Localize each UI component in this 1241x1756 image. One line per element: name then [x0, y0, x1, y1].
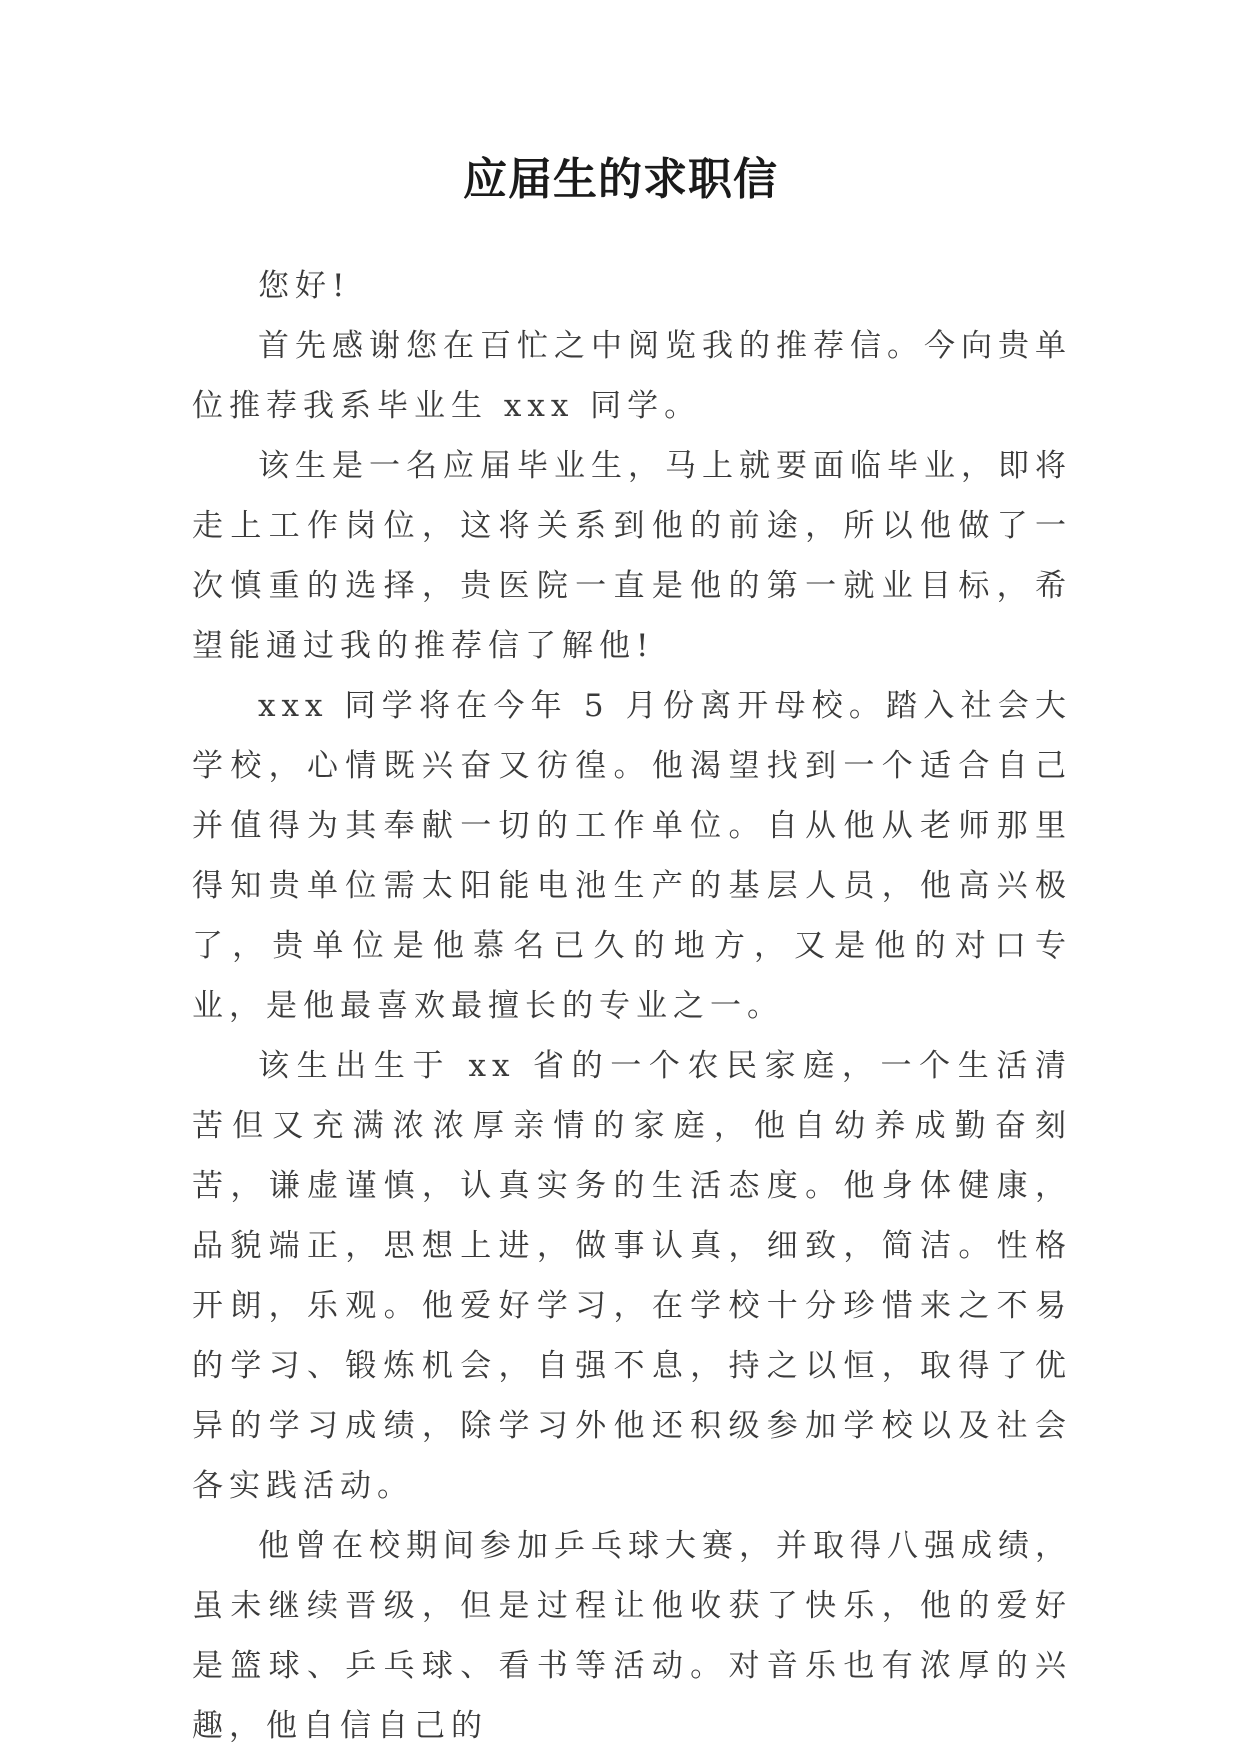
paragraph-intro: 首先感谢您在百忙之中阅览我的推荐信。今向贵单位推荐我系毕业生 xxx 同学。: [192, 328, 1072, 424]
page-title: 应届生的求职信: [463, 154, 778, 205]
paragraph-activities: 他曾在校期间参加乒乓球大赛，并取得八强成绩，虽未继续晋级，但是过程让他收获了快乐，他的爱好是篮球、乒乓球、看书等活动。对音乐也有浓厚的兴趣，他自信自己的: [192, 1528, 1072, 1744]
paragraph-greeting: 您好!: [258, 268, 351, 304]
paragraph-graduation: xxx 同学将在今年 5 月份离开母校。踏入社会大学校，心情既兴奋又彷徨。他渴望找到一个适合自己并值得为其奉献一切的工作单位。自从他从老师那里得知贵单位需太阳能电池生产的基层人员，他高兴极了，贵单位是他慕名已久的地方，又是他的对口专业，是他最喜欢最擅长的专业之一。: [192, 688, 1072, 1024]
paragraph-goal: 该生是一名应届毕业生，马上就要面临毕业，即将走上工作岗位，这将关系到他的前途，所以他做了一次慎重的选择，贵医院一直是他的第一就业目标，希望能通过我的推荐信了解他!: [192, 448, 1072, 664]
letter-body: [192, 256, 1072, 1756]
paragraph-background: 该生出生于 xx 省的一个农民家庭，一个生活清苦但又充满浓浓厚亲情的家庭，他自幼养成勤奋刻苦，谦虚谨慎，认真实务的生活态度。他身体健康，品貌端正，思想上进，做事认真，细致，简洁。性格开朗，乐观。他爱好学习，在学校十分珍惜来之不易的学习、锻炼机会，自强不息，持之以恒，取得了优异的学习成绩，除学习外他还积级参加学校以及社会各实践活动。: [192, 1048, 1072, 1504]
